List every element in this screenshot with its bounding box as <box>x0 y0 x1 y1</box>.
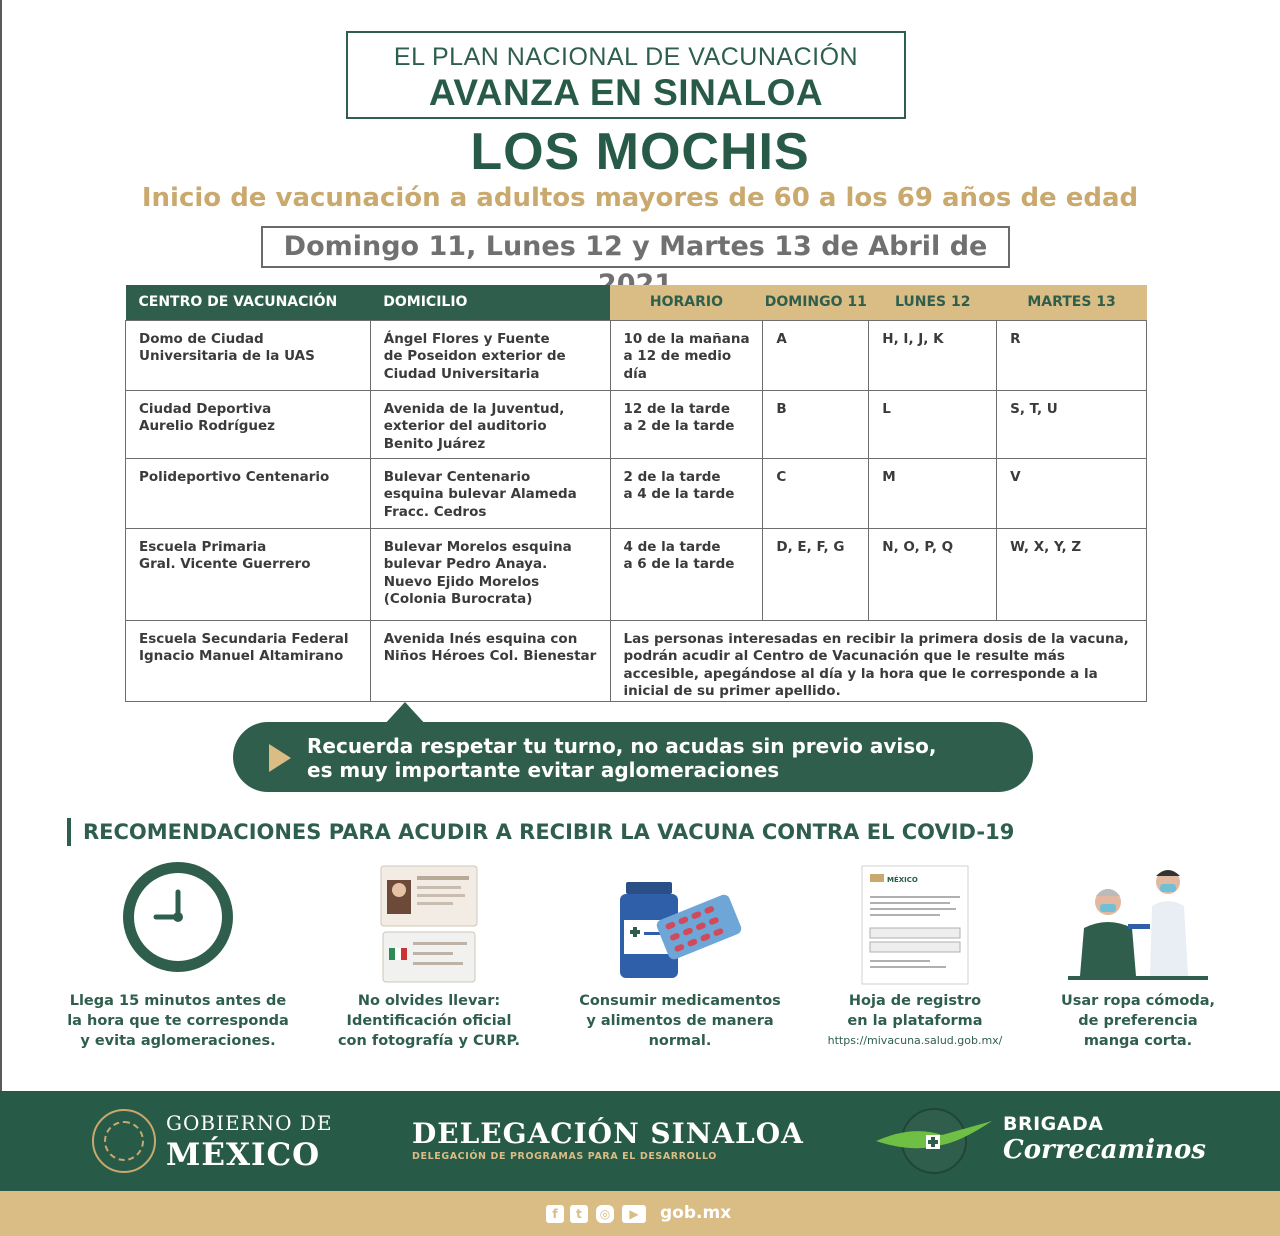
lunes-cell: M <box>869 458 997 528</box>
play-icon <box>269 744 291 772</box>
col-header-lunes: LUNES 12 <box>869 285 997 320</box>
centro-cell-line: Polideportivo Centenario <box>139 468 330 485</box>
caption-line: manga corta. <box>1083 1033 1193 1049</box>
caption-line: normal. <box>648 1033 712 1049</box>
domingo-cell: B <box>763 390 869 458</box>
delegation-subtitle: DELEGACIÓN DE PROGRAMAS PARA EL DESARROLLO <box>412 1151 717 1162</box>
domicilio-cell-line: Ciudad Universitaria <box>383 365 540 382</box>
youtube-icon[interactable]: ▶ <box>622 1205 646 1223</box>
centro-cell-line: Domo de Ciudad <box>139 330 264 347</box>
caption-line: de preferencia <box>1078 1013 1198 1029</box>
domicilio-cell-line: bulevar Pedro Anaya. <box>383 556 548 572</box>
domicilio-cell-line: Niños Héroes Col. Bienestar <box>383 648 597 664</box>
centro-cell-line: Ignacio Manuel Altamirano <box>139 648 344 664</box>
lunes-cell: N, O, P, Q <box>869 528 997 620</box>
header-box <box>346 31 906 119</box>
domicilio-cell-line: de Poseidon exterior de <box>383 348 566 364</box>
registration-url[interactable]: https://mivacuna.salud.gob.mx/ <box>827 1034 1003 1047</box>
domicilio-cell <box>370 528 610 620</box>
subtitle: Inicio de vacunación a adultos mayores de 60 a los 69 años de edad <box>141 183 1139 213</box>
recommendation-form <box>795 862 1035 1047</box>
domicilio-cell-line: exterior del auditorio <box>383 418 547 434</box>
website-link[interactable]: gob.mx <box>660 1203 732 1223</box>
centro-cell-line: Gral. Vicente Guerrero <box>139 556 311 572</box>
martes-cell: W, X, Y, Z <box>997 528 1147 620</box>
caption-line: y alimentos de manera <box>586 1013 774 1029</box>
domicilio-cell-line: Avenida Inés esquina con <box>383 630 578 647</box>
brigada-label: BRIGADA <box>1003 1113 1104 1135</box>
caption-line: en la plataforma <box>847 1013 983 1029</box>
delegation-title: DELEGACIÓN SINALOA <box>412 1117 804 1150</box>
recommendation-medicine <box>560 862 800 1051</box>
martes-cell: R <box>997 320 1147 390</box>
horario-cell-line: a 12 de medio día <box>623 348 732 382</box>
caption-line: con fotografía y CURP. <box>337 1033 521 1049</box>
banner-line1: Recuerda respetar tu turno, no acudas sin previo aviso, <box>307 734 937 758</box>
footer <box>0 1091 1280 1191</box>
table-row <box>126 620 1147 701</box>
caption-line: la hora que te corresponda <box>67 1013 289 1029</box>
id-card-icon <box>309 862 549 987</box>
caption-line: Llega 15 minutos antes de <box>69 993 287 1009</box>
domicilio-cell <box>370 390 610 458</box>
header-line1: EL PLAN NACIONAL DE VACUNACIÓN <box>393 43 859 71</box>
gob-line1: GOBIERNO DE <box>166 1111 333 1135</box>
twitter-icon[interactable]: t <box>570 1205 588 1223</box>
city-title: LOS MOCHIS <box>470 123 810 181</box>
reminder-banner <box>233 722 1033 792</box>
table-row <box>126 320 1147 390</box>
horario-cell-line: 2 de la tarde <box>623 468 721 485</box>
domicilio-cell-line: Bulevar Centenario <box>383 468 531 485</box>
header-line2: AVANZA EN SINALOA <box>428 72 824 113</box>
horario-cell <box>610 458 763 528</box>
domicilio-cell-line: Nuevo Ejido Morelos <box>383 573 540 590</box>
domingo-cell: C <box>763 458 869 528</box>
table-header-row <box>126 285 1147 320</box>
horario-cell-line: 10 de la mañana <box>623 330 750 347</box>
date-box: Domingo 11, Lunes 12 y Martes 13 de Abril de <box>261 226 1010 268</box>
medicine-icon <box>560 862 800 987</box>
domicilio-cell <box>370 458 610 528</box>
horario-cell-line: 4 de la tarde <box>623 538 721 555</box>
instructions-note: Las personas interesadas en recibir la primera dosis de la vacuna, podrán acudir al Centro de Vacunación que le resulte más accesible, apegándose al día y la hora que le corresponde a la inicial de su primer apellido. <box>610 620 1147 701</box>
caption-line: y evita aglomeraciones. <box>80 1033 276 1049</box>
correcaminos-label: Correcaminos <box>1003 1135 1206 1165</box>
domicilio-cell-line: Fracc. Cedros <box>383 503 487 520</box>
social-strip <box>0 1191 1280 1236</box>
recommendations-title: RECOMENDACIONES PARA ACUDIR A RECIBIR LA VACUNA CONTRA EL COVID-19 <box>67 818 1014 846</box>
centro-cell-line: Escuela Primaria <box>139 538 267 555</box>
form-header: MÉXICO <box>887 876 918 884</box>
caption-line: No olvides llevar: <box>357 993 501 1009</box>
table-row <box>126 528 1147 620</box>
martes-cell: S, T, U <box>997 390 1147 458</box>
horario-cell-line: a 4 de la tarde <box>623 486 735 502</box>
recommendation-id <box>309 862 549 1051</box>
clock-icon <box>58 862 298 987</box>
caption-line: Identificación oficial <box>346 1013 512 1029</box>
banner-line2: es muy importante evitar aglomeraciones <box>307 758 780 782</box>
registration-form-icon <box>795 862 1035 987</box>
gob-line2: MÉXICO <box>166 1137 321 1173</box>
centro-cell <box>126 528 371 620</box>
domicilio-cell <box>370 320 610 390</box>
domicilio-cell-line: Ángel Flores y Fuente <box>383 330 550 347</box>
centro-cell <box>126 390 371 458</box>
lunes-cell: H, I, J, K <box>869 320 997 390</box>
domicilio-cell-line: Benito Juárez <box>383 435 486 452</box>
domicilio-cell-line: Avenida de la Juventud, <box>383 400 565 417</box>
recommendation-clothing <box>1018 862 1258 1051</box>
government-seal-icon <box>92 1109 156 1173</box>
centro-cell-line: Aurelio Rodríguez <box>139 418 276 434</box>
recommendation-clock <box>58 862 298 1051</box>
horario-cell-line: a 6 de la tarde <box>623 556 735 572</box>
domicilio-cell-line: Bulevar Morelos esquina <box>383 538 572 555</box>
col-header-martes: MARTES 13 <box>997 285 1147 320</box>
vaccination-icon <box>1018 862 1258 987</box>
domicilio-cell-line: (Colonia Burocrata) <box>383 591 533 607</box>
horario-cell-line: 12 de la tarde <box>623 400 730 417</box>
col-header-domingo: DOMINGO 11 <box>763 285 869 320</box>
martes-cell: V <box>997 458 1147 528</box>
table-row <box>126 390 1147 458</box>
banner-text <box>307 734 936 782</box>
domicilio-cell <box>370 620 610 701</box>
roadrunner-logo-icon <box>872 1105 998 1177</box>
centro-cell-line: Escuela Secundaria Federal <box>139 630 349 647</box>
centro-cell-line: Universitaria de la UAS <box>139 348 315 364</box>
col-header-centro: CENTRO DE VACUNACIÓN <box>126 285 371 320</box>
col-header-domicilio: DOMICILIO <box>370 285 610 320</box>
col-header-horario: HORARIO <box>610 285 763 320</box>
table-row <box>126 458 1147 528</box>
caption-line: Consumir medicamentos <box>579 993 781 1009</box>
instagram-icon[interactable]: ◎ <box>596 1205 614 1223</box>
horario-cell <box>610 528 763 620</box>
domingo-cell: D, E, F, G <box>763 528 869 620</box>
facebook-icon[interactable]: f <box>546 1205 564 1223</box>
domingo-cell: A <box>763 320 869 390</box>
centro-cell <box>126 458 371 528</box>
horario-cell <box>610 320 763 390</box>
centro-cell-line: Ciudad Deportiva <box>139 400 272 417</box>
horario-cell <box>610 390 763 458</box>
caption-line: Usar ropa cómoda, <box>1060 993 1215 1009</box>
lunes-cell: L <box>869 390 997 458</box>
domicilio-cell-line: esquina bulevar Alameda <box>383 486 577 502</box>
centro-cell <box>126 620 371 701</box>
schedule-table <box>125 285 1147 702</box>
horario-cell-line: a 2 de la tarde <box>623 418 735 434</box>
caption-line: Hoja de registro <box>848 993 982 1009</box>
centro-cell <box>126 320 371 390</box>
